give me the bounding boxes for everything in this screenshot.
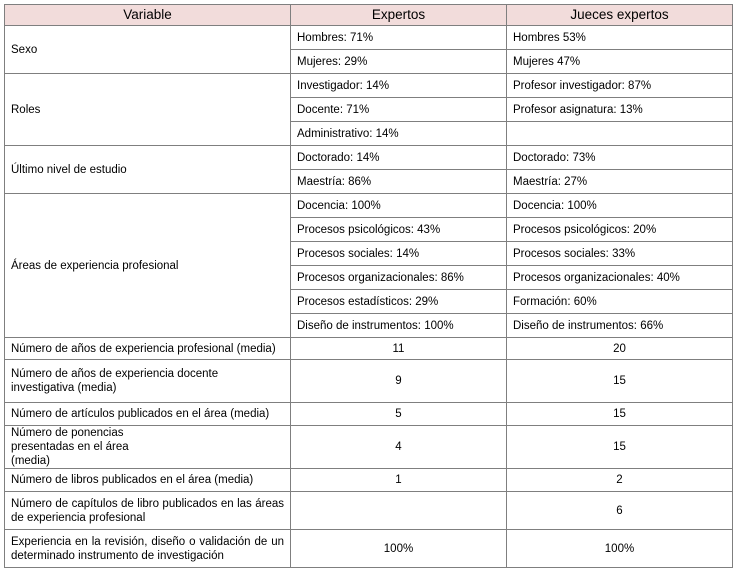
cell-expertos: Mujeres: 29% [291,50,507,74]
cell-expertos: Docente: 71% [291,98,507,122]
cell-jueces: Procesos psicológicos: 20% [507,218,733,242]
variable-anos-experiencia: Número de años de experiencia profesional (media) [5,338,291,360]
cell-expertos: 5 [291,403,507,426]
table-row [5,74,733,98]
cell-jueces: Formación: 60% [507,290,733,314]
cell-jueces: Doctorado: 73% [507,146,733,170]
cell-expertos: Procesos sociales: 14% [291,242,507,266]
cell-jueces: 2 [507,469,733,492]
variable-articulos: Número de artículos publicados en el área (media) [5,403,291,426]
cell-jueces: 6 [507,492,733,530]
cell-expertos: Administrativo: 14% [291,122,507,146]
cell-expertos: 11 [291,338,507,360]
variable-libros: Número de libros publicados en el área (media) [5,469,291,492]
cell-expertos: Hombres: 71% [291,26,507,50]
header-jueces-expertos: Jueces expertos [507,5,733,26]
cell-expertos: 1 [291,469,507,492]
table-row [5,360,733,403]
cell-jueces: 15 [507,426,733,469]
header-expertos: Expertos [291,5,507,26]
variable-experiencia-revision: Experiencia en la revisión, diseño o validación de un determinado instrumento de investigación [5,530,291,568]
variable-roles: Roles [5,74,291,146]
cell-jueces: Diseño de instrumentos: 66% [507,314,733,338]
cell-expertos: 4 [291,426,507,469]
cell-expertos: Procesos organizacionales: 86% [291,266,507,290]
cell-expertos: Procesos psicológicos: 43% [291,218,507,242]
cell-jueces: 100% [507,530,733,568]
cell-expertos: Docencia: 100% [291,194,507,218]
table-row [5,403,733,426]
table-row [5,530,733,568]
cell-jueces: Maestría: 27% [507,170,733,194]
cell-expertos: 9 [291,360,507,403]
cell-expertos: Procesos estadísticos: 29% [291,290,507,314]
variable-nivel-estudio: Último nivel de estudio [5,146,291,194]
cell-jueces: Profesor investigador: 87% [507,74,733,98]
table-row [5,338,733,360]
table-row [5,194,733,218]
cell-jueces: Profesor asignatura: 13% [507,98,733,122]
table-row [5,469,733,492]
cell-jueces: Procesos organizacionales: 40% [507,266,733,290]
cell-jueces [507,122,733,146]
table-row [5,426,733,469]
cell-expertos: 100% [291,530,507,568]
cell-jueces: Procesos sociales: 33% [507,242,733,266]
variable-capitulos: Número de capítulos de libro publicados en las áreas de experiencia profesional [5,492,291,530]
cell-expertos: Doctorado: 14% [291,146,507,170]
cell-expertos: Investigador: 14% [291,74,507,98]
cell-jueces: 15 [507,360,733,403]
cell-jueces: Hombres 53% [507,26,733,50]
cell-expertos: Maestría: 86% [291,170,507,194]
cell-jueces: Mujeres 47% [507,50,733,74]
cell-jueces: Docencia: 100% [507,194,733,218]
cell-jueces: 20 [507,338,733,360]
header-variable: Variable [5,5,291,26]
cell-expertos: Diseño de instrumentos: 100% [291,314,507,338]
variable-sexo: Sexo [5,26,291,74]
table-row [5,492,733,530]
variable-ponencias: Número de ponencias presentadas en el área (media) [5,426,291,469]
table-row [5,146,733,170]
cell-jueces: 15 [507,403,733,426]
table-row [5,26,733,50]
experts-characteristics-table [4,4,733,568]
variable-areas-experiencia: Áreas de experiencia profesional [5,194,291,338]
variable-anos-docente: Número de años de experiencia docente investigativa (media) [5,360,291,403]
cell-expertos [291,492,507,530]
